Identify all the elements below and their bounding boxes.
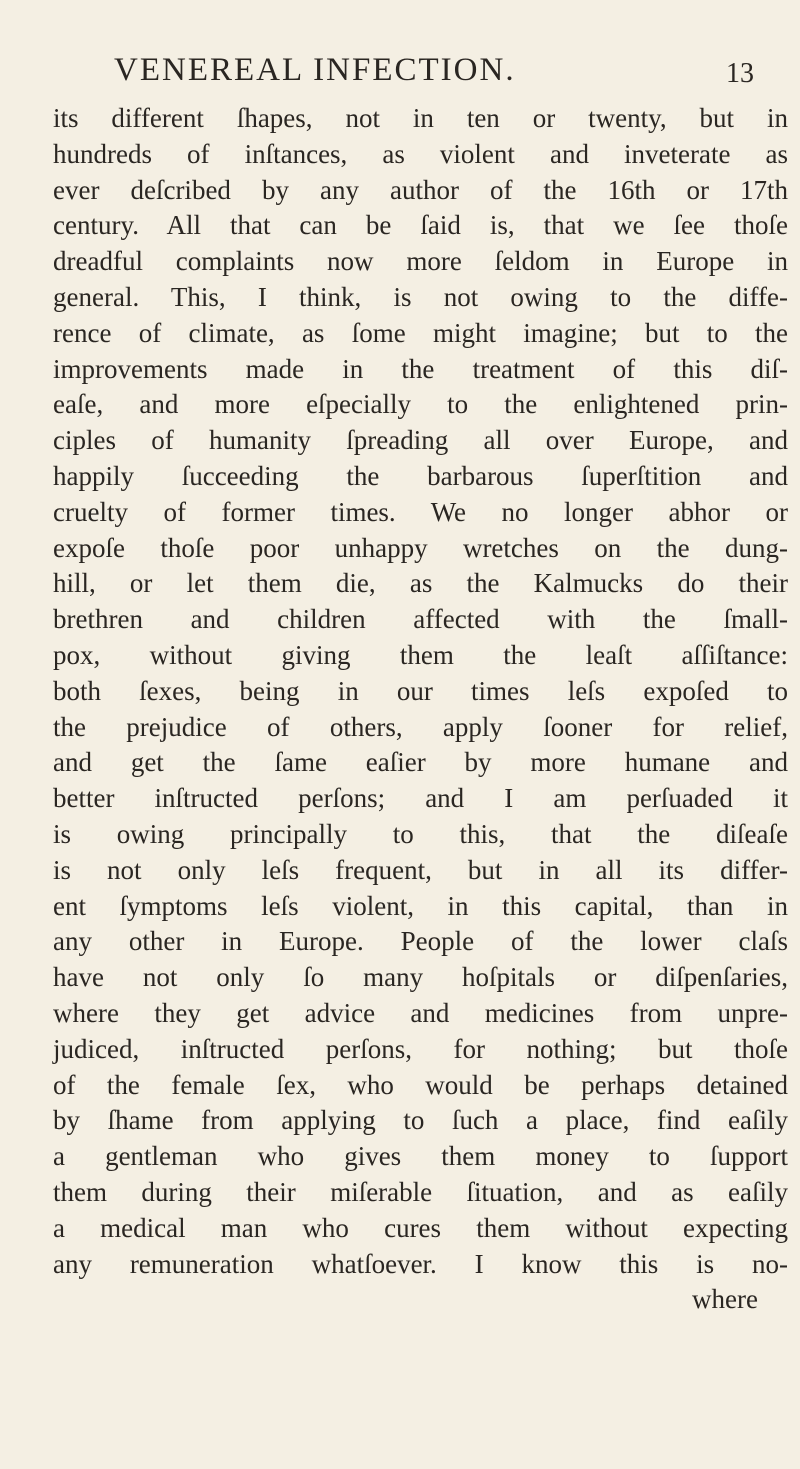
text-line: judiced, inſtructed perſons, for nothing; but thoſe (53, 1033, 788, 1064)
text-line: dreadful complaints now more ſeldom in Europe in (53, 246, 788, 277)
text-line: hill, or let them die, as the Kalmucks do their (53, 568, 788, 599)
text-line: where they get advice and medicines from unpre- (53, 997, 788, 1028)
text-line: rence of climate, as ſome might imagine; but to the (53, 317, 788, 348)
catchword: where (692, 1284, 758, 1315)
running-head: VENEREAL INFECTION. (114, 52, 516, 88)
text-line: expoſe thoſe poor unhappy wretches on the dung- (53, 532, 788, 563)
text-line: ever deſcribed by any author of the 16th or 17th (53, 174, 788, 205)
text-line: the prejudice of others, apply ſooner for relief, (53, 711, 788, 742)
text-line: a gentleman who gives them money to ſupport (53, 1141, 788, 1172)
text-line: ciples of humanity ſpreading all over Europe, and (53, 425, 788, 456)
text-line: improvements made in the treatment of this diſ- (53, 353, 788, 384)
text-line: cruelty of former times. We no longer abhor or (53, 496, 788, 527)
text-line: of the female ſex, who would be perhaps detained (53, 1069, 788, 1100)
text-line: brethren and children affected with the ſmall- (53, 604, 788, 635)
text-line: hundreds of inſtances, as violent and inveterate as (53, 138, 788, 169)
text-line: and get the ſame eaſier by more humane and (53, 747, 788, 778)
text-line: by ſhame from applying to ſuch a place, find eaſily (53, 1105, 788, 1136)
text-line: any other in Europe. People of the lower claſs (53, 926, 788, 957)
page-header (114, 52, 760, 92)
text-line: any remuneration whatſoever. I know this is no- (53, 1248, 788, 1279)
text-line: is not only leſs frequent, but in all its differ- (53, 854, 788, 885)
text-line: have not only ſo many hoſpitals or diſpenſaries, (53, 962, 788, 993)
text-line: better inſtructed perſons; and I am perſuaded it (53, 783, 788, 814)
text-line: its different ſhapes, not in ten or twenty, but in (53, 103, 788, 133)
text-line: happily ſucceeding the barbarous ſuperſtition and (53, 460, 788, 491)
text-line: a medical man who cures them without expecting (53, 1212, 788, 1243)
body-text (53, 101, 788, 1318)
text-line: pox, without giving them the leaſt aſſiſtance: (53, 639, 788, 670)
text-line: both ſexes, being in our times leſs expoſed to (53, 675, 788, 706)
text-line: them during their miſerable ſituation, and as eaſily (53, 1176, 788, 1207)
page-number: 13 (726, 58, 754, 89)
text-line: century. All that can be ſaid is, that we ſee thoſe (53, 210, 788, 241)
text-line: general. This, I think, is not owing to the diffe- (53, 281, 788, 312)
text-line: eaſe, and more eſpecially to the enlightened prin- (53, 389, 788, 420)
text-line: ent ſymptoms leſs violent, in this capital, than in (53, 890, 788, 921)
text-line: is owing principally to this, that the diſeaſe (53, 818, 788, 849)
